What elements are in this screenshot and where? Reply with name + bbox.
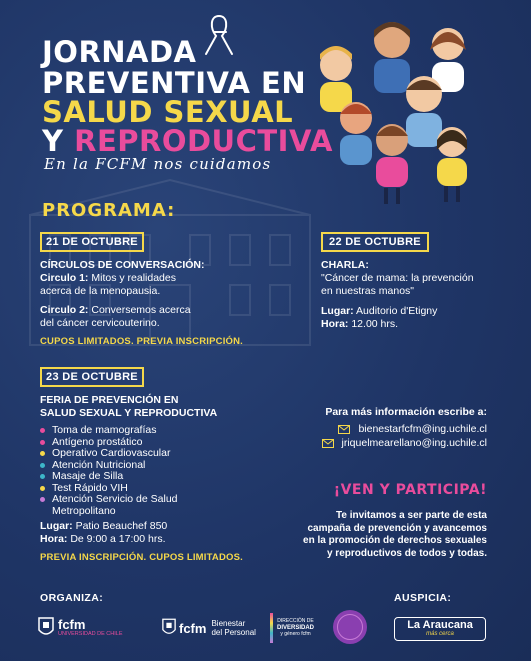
bullet-dot (40, 440, 45, 445)
logo1-sub: UNIVERSIDAD DE CHILE (58, 631, 123, 637)
logo3-b: DIVERSIDAD (277, 624, 315, 631)
logo3-a: DIRECCIÓN DE (277, 618, 314, 625)
round-badge-logo (333, 610, 367, 644)
logo2-sub (211, 619, 255, 637)
envelope-icon (338, 425, 350, 434)
logo2-sub-b: del Personal (211, 628, 256, 637)
envelope-icon (322, 439, 334, 448)
sponsor-text: La Araucana (407, 619, 473, 631)
bullet-dot (40, 486, 45, 491)
day2-place-value: Auditorio d'Etigny (356, 305, 438, 317)
bullet-dot (40, 463, 45, 468)
logo-bienestar (162, 608, 256, 648)
logo2-text: fcfm (179, 620, 207, 636)
day3-time-label: Hora: (40, 532, 68, 545)
list-item (40, 471, 178, 483)
sponsor-sub: más cerca (426, 631, 454, 637)
logo1-text: fcfm (58, 617, 86, 632)
title-highlight: REPRODUCTIVA (74, 124, 333, 158)
day2-place-label: Lugar: (321, 305, 354, 317)
badge-ring-icon (337, 614, 363, 640)
circle1-text-a: Mitos y realidades (91, 272, 176, 284)
fair-services-list (40, 425, 178, 517)
programa-heading: PROGRAMA: (42, 200, 176, 221)
day1-note: CUPOS LIMITADOS. PREVIA INSCRIPCIÓN. (40, 336, 244, 347)
auspicia-label: AUSPICIA: (394, 592, 452, 604)
bullet-dot (40, 428, 45, 433)
email-row-1[interactable] (338, 423, 487, 435)
cta-body (303, 510, 487, 560)
university-shield-icon (162, 617, 176, 639)
cta-line-4: y reproductivos de todos y todas. (326, 547, 487, 559)
day3-title-a: FERIA DE PREVENCIÓN EN (40, 394, 179, 406)
date-box-21: 21 DE OCTUBRE (40, 232, 144, 252)
logo2-sub-a: Bienestar (211, 619, 246, 628)
list-item (40, 448, 178, 460)
cta-line-1: Te invitamos a ser parte de esta (336, 510, 487, 521)
university-shield-icon (38, 617, 54, 639)
title-line-3: SALUD SEXUAL (42, 95, 294, 129)
day2-talk-b: en nuestras manos" (321, 284, 415, 297)
circle1-label: Circulo 1: (40, 272, 89, 284)
awareness-ribbon-icon (200, 12, 238, 58)
day3-place (40, 520, 167, 545)
bullet-dot (40, 497, 45, 502)
bullet-dot (40, 451, 45, 456)
day2-talk (321, 272, 474, 297)
day3-title-b: SALUD SEXUAL Y REPRODUCTIVA (40, 406, 218, 419)
tagline: En la FCFM nos cuidamos (44, 155, 272, 173)
list-item (40, 425, 178, 437)
circle1-text-b: acerca de la menopausia. (40, 284, 161, 297)
rainbow-bar-icon (270, 613, 273, 643)
email-link-1[interactable]: bienestarfcfm@ing.uchile.cl (358, 423, 487, 435)
day3-place-value: Patio Beauchef 850 (75, 520, 168, 532)
logo-diversidad (270, 608, 314, 648)
day2-time-label: Hora: (321, 317, 349, 330)
people-illustration-icon (306, 10, 486, 210)
date-box-22: 22 DE OCTUBRE (321, 232, 429, 252)
date-box-23: 23 DE OCTUBRE (40, 367, 144, 387)
sponsor-logo-araucana (394, 617, 486, 641)
title-line-4 (42, 124, 333, 158)
organiza-label: ORGANIZA: (40, 592, 104, 604)
logo3-text (277, 618, 314, 638)
list-item-text: Antígeno prostático (52, 435, 143, 448)
cta-heading: ¡VEN Y PARTICIPA! (333, 482, 487, 498)
list-item-text-a: Atención Servicio de Salud (52, 493, 178, 505)
email-link-2[interactable]: jriquelmearellano@ing.uchile.cl (341, 437, 487, 449)
list-item-text: Operativo Cardiovascular (52, 447, 171, 459)
day3-place-label: Lugar: (40, 520, 73, 532)
day2-place (321, 305, 437, 330)
list-item-text-b: Metropolitano (52, 504, 116, 517)
logo-fcfm-uchile (38, 608, 123, 648)
day3-time-value: De 9:00 a 17:00 hrs. (70, 532, 166, 545)
circle2-text-a: Conversemos acerca (91, 304, 191, 316)
contact-heading: Para más información escribe a: (325, 406, 487, 418)
list-item-text: Masaje de Silla (52, 470, 124, 482)
list-item-text: Atención Nutricional (52, 458, 146, 471)
circle2-text-b: del cáncer cervicouterino. (40, 316, 160, 329)
day3-note: PREVIA INSCRIPCIÓN. CUPOS LIMITADOS. (40, 552, 244, 563)
day1-circle2 (40, 304, 191, 329)
title-line-1: JORNADA (42, 35, 197, 69)
cta-line-2: campaña de prevención y avancemos (307, 522, 487, 534)
day2-title: CHARLA: (321, 259, 369, 271)
title-line-2: PREVENTIVA EN (42, 66, 307, 100)
list-item-text: Test Rápido VIH (52, 481, 128, 494)
title-y: Y (42, 124, 64, 158)
day2-time-value: 12.00 hrs. (351, 317, 399, 330)
list-item (40, 494, 178, 517)
cta-line-3: en la promoción de derechos sexuales (303, 535, 487, 546)
logo3-c: y género fcfm (280, 631, 311, 638)
day3-title (40, 394, 217, 419)
day1-circle1 (40, 272, 176, 297)
circle2-label: Circulo 2: (40, 304, 89, 316)
email-row-2[interactable] (322, 437, 487, 449)
day2-talk-a: "Cáncer de mama: la prevención (321, 272, 474, 284)
day1-title: CÍRCULOS DE CONVERSACIÓN: (40, 259, 205, 271)
bullet-dot (40, 474, 45, 479)
list-item-text (52, 494, 178, 517)
list-item-text: Toma de mamografías (52, 424, 157, 436)
